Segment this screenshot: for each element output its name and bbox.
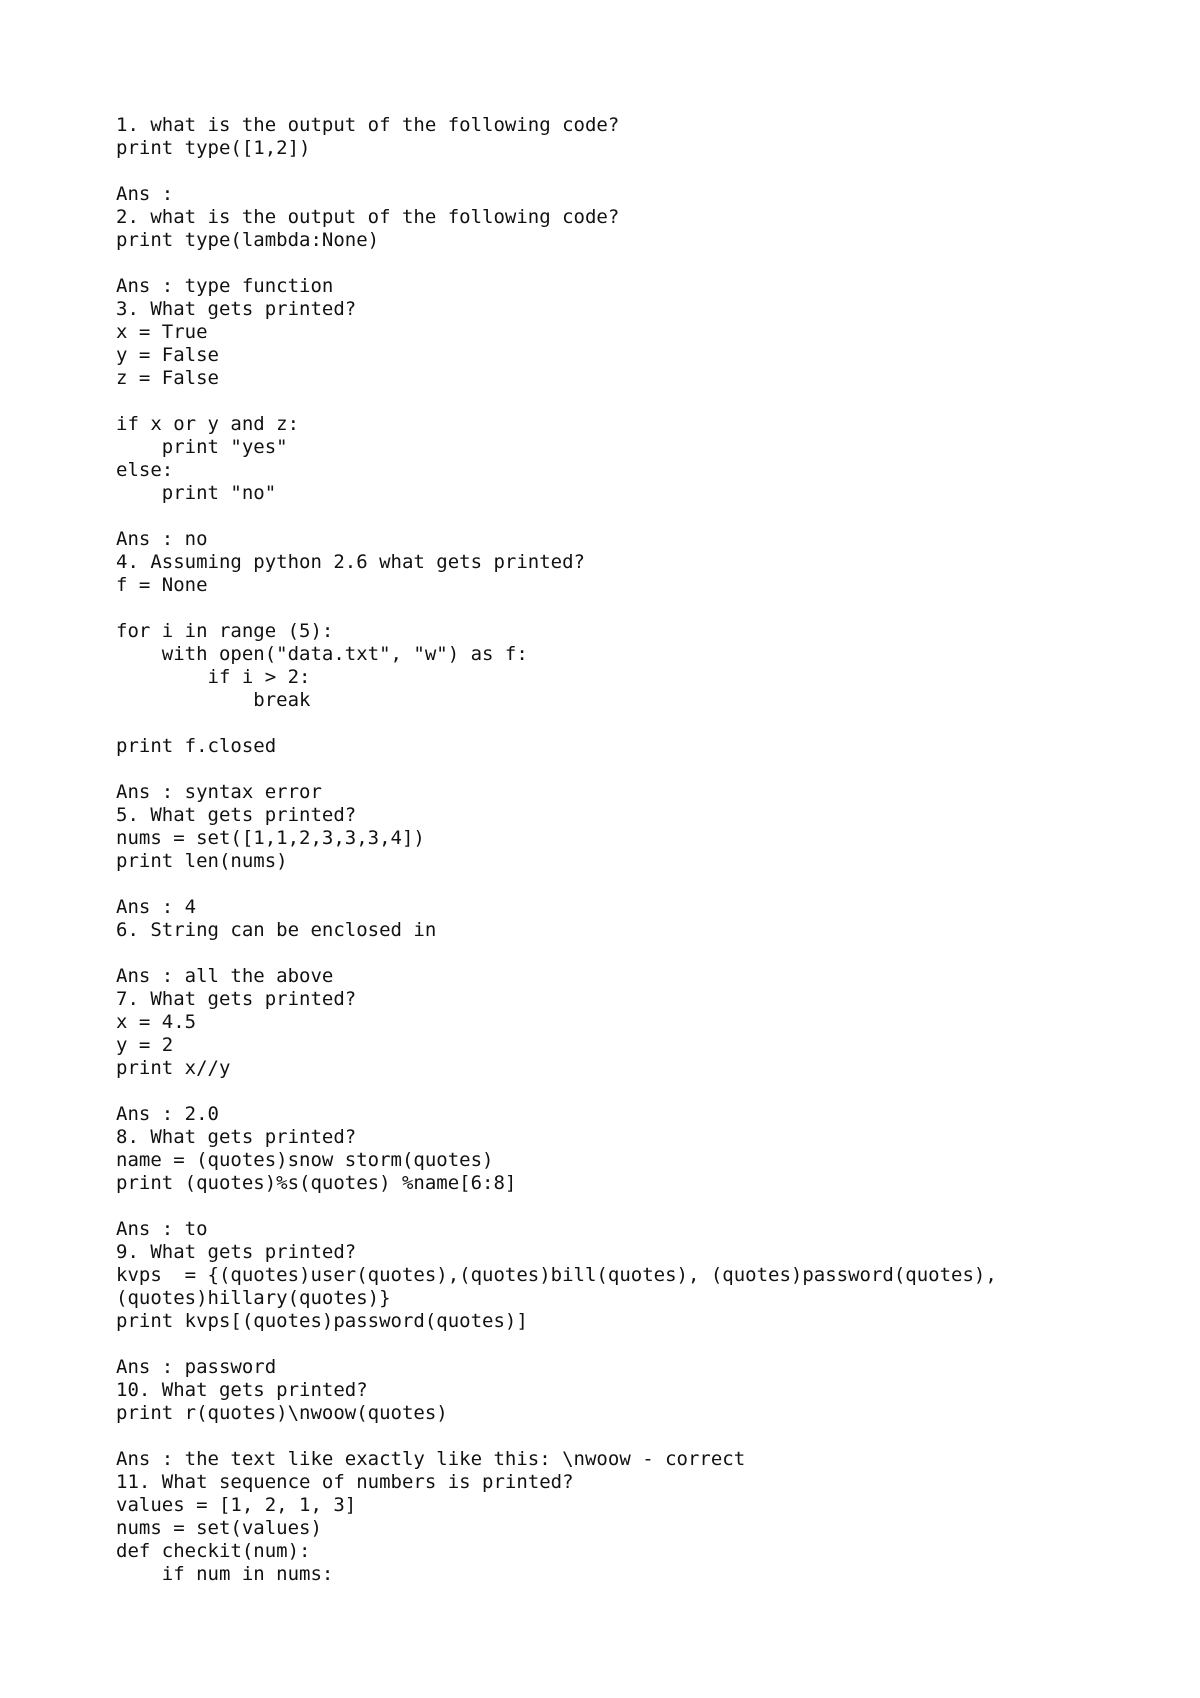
code-line: print r(quotes)\nwoow(quotes): [116, 1402, 448, 1424]
answer-line: Ans : syntax error: [116, 781, 322, 803]
code-line: print len(nums): [116, 850, 288, 872]
code-line: def checkit(num):: [116, 1540, 311, 1562]
code-line: print type([1,2]): [116, 137, 311, 159]
blank-line: [116, 252, 1156, 275]
code-line: f = None: [116, 574, 208, 596]
blank-line: [116, 873, 1156, 896]
answer-line: Ans : 2.0: [116, 1103, 219, 1125]
question-line: 3. What gets printed?: [116, 298, 357, 320]
code-line: name = (quotes)snow storm(quotes): [116, 1149, 494, 1171]
code-line: nums = set(values): [116, 1517, 322, 1539]
answer-line: Ans : the text like exactly like this: \nwoow - correct: [116, 1448, 746, 1470]
code-line: if i > 2:: [116, 666, 311, 688]
blank-line: [116, 1425, 1156, 1448]
code-line: values = [1, 2, 1, 3]: [116, 1494, 357, 1516]
document-page: [116, 114, 1156, 1586]
blank-line: [116, 160, 1156, 183]
answer-line: Ans : all the above: [116, 965, 334, 987]
code-line: y = 2: [116, 1034, 174, 1056]
code-line: if x or y and z:: [116, 413, 300, 435]
question-line: 8. What gets printed?: [116, 1126, 357, 1148]
code-line: y = False: [116, 344, 219, 366]
code-line: break: [116, 689, 311, 711]
blank-line: [116, 712, 1156, 735]
code-line: with open("data.txt", "w") as f:: [116, 643, 528, 665]
question-line: 2. what is the output of the following code?: [116, 206, 620, 228]
question-line: 9. What gets printed?: [116, 1241, 357, 1263]
blank-line: [116, 505, 1156, 528]
question-line: 4. Assuming python 2.6 what gets printed?: [116, 551, 585, 573]
blank-line: [116, 1333, 1156, 1356]
question-line: 6. String can be enclosed in: [116, 919, 437, 941]
code-line: x = True: [116, 321, 208, 343]
blank-line: [116, 390, 1156, 413]
blank-line: [116, 758, 1156, 781]
question-line: 7. What gets printed?: [116, 988, 357, 1010]
code-line: if num in nums:: [116, 1563, 334, 1585]
answer-line: Ans : type function: [116, 275, 334, 297]
answer-line: Ans : to: [116, 1218, 208, 1240]
question-line: 10. What gets printed?: [116, 1379, 368, 1401]
answer-line: Ans : password: [116, 1356, 277, 1378]
blank-line: [116, 1080, 1156, 1103]
blank-line: [116, 1195, 1156, 1218]
code-line: print type(lambda:None): [116, 229, 380, 251]
code-line: (quotes)hillary(quotes)}: [116, 1287, 391, 1309]
code-line: else:: [116, 459, 174, 481]
code-line: x = 4.5: [116, 1011, 197, 1033]
question-line: 5. What gets printed?: [116, 804, 357, 826]
answer-line: Ans : 4: [116, 896, 197, 918]
question-line: 11. What sequence of numbers is printed?: [116, 1471, 574, 1493]
code-line: print x//y: [116, 1057, 231, 1079]
code-line: nums = set([1,1,2,3,3,3,4]): [116, 827, 425, 849]
answer-line: Ans :: [116, 183, 174, 205]
blank-line: [116, 597, 1156, 620]
code-line: print "no": [116, 482, 277, 504]
code-line: print f.closed: [116, 735, 277, 757]
code-line: print (quotes)%s(quotes) %name[6:8]: [116, 1172, 517, 1194]
code-line: z = False: [116, 367, 219, 389]
answer-line: Ans : no: [116, 528, 208, 550]
question-line: 1. what is the output of the following code?: [116, 114, 620, 136]
code-line: for i in range (5):: [116, 620, 334, 642]
code-line: print kvps[(quotes)password(quotes)]: [116, 1310, 528, 1332]
blank-line: [116, 942, 1156, 965]
code-line: print "yes": [116, 436, 288, 458]
code-line: kvps = {(quotes)user(quotes),(quotes)bill(quotes), (quotes)password(quotes),: [116, 1264, 997, 1286]
